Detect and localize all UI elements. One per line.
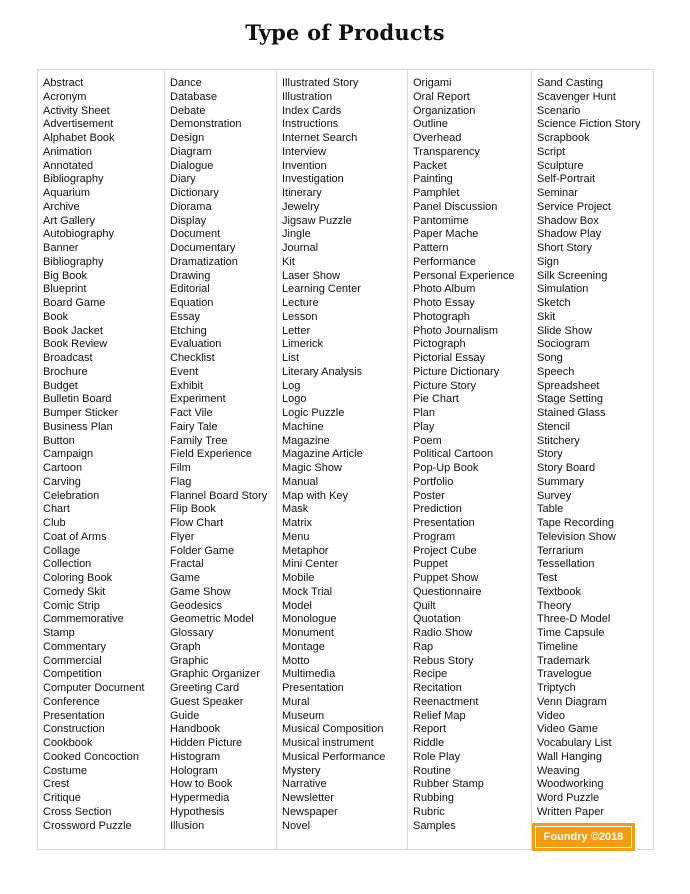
product-item: Flannel Board Story	[170, 489, 268, 502]
product-item: Dance	[170, 77, 202, 89]
product-item: Log	[282, 379, 301, 392]
product-item: Collection	[43, 558, 92, 571]
product-item: Celebration	[43, 489, 100, 502]
product-item: Recitation	[413, 682, 462, 694]
product-item: Pattern	[413, 242, 449, 254]
product-item: Sculpture	[537, 159, 584, 172]
product-item: Hologram	[170, 764, 218, 777]
product-item: Bulletin Board	[43, 393, 112, 406]
product-item: Tape Recording	[537, 517, 615, 529]
product-item: Musical Performance	[282, 750, 386, 763]
product-item: Newsletter	[282, 792, 334, 804]
product-item: Chart	[43, 503, 70, 516]
product-item: Greeting Card	[170, 682, 240, 694]
products-table	[37, 69, 654, 850]
products-column-5	[532, 70, 653, 849]
product-item: Lesson	[282, 310, 318, 323]
product-item: Comic Strip	[43, 599, 100, 612]
product-item: Illusion	[170, 819, 205, 832]
product-item: Portfolio	[413, 475, 454, 488]
product-item: Trademark	[537, 654, 590, 667]
product-item: Commemorative	[43, 613, 124, 626]
product-item: Shadow Play	[537, 228, 602, 241]
product-item: Pie Chart	[413, 393, 459, 406]
product-item: Board Game	[43, 297, 106, 309]
product-item: Campaign	[43, 448, 94, 461]
product-item: Sign	[537, 255, 560, 268]
product-item: Acronym	[43, 90, 87, 103]
product-item: Graph	[170, 640, 201, 653]
product-item: Video Game	[537, 723, 598, 736]
product-item: Origami	[413, 77, 452, 89]
product-item: Aquarium	[43, 187, 91, 199]
product-item: Three-D Model	[537, 613, 611, 626]
product-item: Role Play	[413, 750, 461, 763]
product-item: Story Board	[537, 462, 596, 474]
product-item: List	[282, 352, 300, 364]
product-item: Crest	[43, 778, 70, 791]
product-item: Pictograph	[413, 338, 466, 351]
product-item: Prediction	[413, 503, 462, 516]
product-item: Commercial	[43, 654, 102, 667]
product-item: Novel	[282, 819, 311, 832]
product-item: Equation	[170, 297, 214, 309]
product-item: Rebus Story	[413, 654, 474, 667]
product-item: Rubber Stamp	[413, 778, 484, 791]
product-item: Literary Analysis	[282, 365, 363, 378]
product-item: Costume	[43, 764, 88, 777]
product-item: Transparency	[413, 145, 480, 158]
product-item: Machine	[282, 420, 324, 433]
product-item: Mock Trial	[282, 585, 333, 598]
product-item: Travelogue	[537, 668, 592, 681]
product-item: Display	[170, 214, 207, 227]
product-item: Investigation	[282, 173, 344, 186]
product-item: Poem	[413, 434, 442, 447]
product-item: Broadcast	[43, 352, 93, 364]
product-item: Photo Journalism	[413, 324, 498, 337]
product-item: Quilt	[413, 599, 436, 612]
product-item: Photo Essay	[413, 297, 475, 309]
product-item: Big Book	[43, 269, 88, 282]
product-item: Stamp	[43, 627, 75, 639]
product-item: Play	[413, 420, 435, 433]
product-item: Magazine Article	[282, 448, 363, 461]
product-item: Carving	[43, 475, 81, 488]
product-item: Design	[170, 132, 205, 144]
product-item: Invention	[282, 159, 327, 172]
product-item: Video	[537, 709, 565, 722]
product-item: Mask	[282, 503, 309, 516]
product-item: Logic Puzzle	[282, 407, 345, 419]
product-item: Learning Center	[282, 283, 361, 296]
product-item: Samples	[413, 819, 456, 832]
product-item: Essay	[170, 310, 200, 323]
product-item: Paper Mache	[413, 228, 479, 241]
product-item: Bumper Sticker	[43, 407, 119, 419]
product-item: Questionnaire	[413, 585, 482, 598]
product-item: Competition	[43, 668, 102, 681]
product-item: Wall Hanging	[537, 750, 603, 763]
product-item: Flyer	[170, 530, 195, 543]
product-item: Performance	[413, 255, 476, 268]
product-item: Outline	[413, 118, 448, 131]
product-item: Mystery	[282, 764, 321, 777]
product-item: Musical instrument	[282, 737, 374, 749]
product-item: Quotation	[413, 613, 461, 626]
product-item: Film	[170, 462, 191, 474]
product-item: Glossary	[170, 627, 214, 639]
product-item: Journal	[282, 242, 319, 254]
product-item: Presentation	[43, 709, 105, 722]
product-item: Organization	[413, 104, 476, 117]
product-item: Jewelry	[282, 200, 320, 213]
product-item: Venn Diagram	[537, 695, 607, 708]
product-item: Instructions	[282, 118, 339, 131]
product-item: How to Book	[170, 778, 233, 791]
product-item: Scavenger Hunt	[537, 90, 616, 103]
product-item: Evaluation	[170, 338, 222, 351]
products-column-3	[277, 70, 408, 849]
product-item: Game Show	[170, 585, 231, 598]
product-item: Annotated	[43, 159, 94, 172]
product-item: Coat of Arms	[43, 530, 107, 543]
product-item: Seminar	[537, 187, 578, 199]
product-item: Woodworking	[537, 778, 604, 791]
product-item: Database	[170, 90, 218, 103]
product-item: Stencil	[537, 420, 571, 433]
product-item: Textbook	[537, 585, 582, 598]
product-item: Interview	[282, 145, 327, 158]
product-item: Song	[537, 352, 563, 364]
product-item: Narrative	[282, 778, 327, 791]
column-5-items	[537, 77, 653, 820]
product-item: Blueprint	[43, 283, 87, 296]
product-item: Picture Story	[413, 379, 476, 392]
product-item: Advertisement	[43, 118, 114, 131]
product-item: Photo Album	[413, 283, 476, 296]
product-item: Handbook	[170, 723, 221, 736]
product-item: Political Cartoon	[413, 448, 494, 461]
product-item: Report	[413, 723, 447, 736]
product-item: Montage	[282, 640, 325, 653]
product-item: Documentary	[170, 242, 236, 254]
product-item: Logo	[282, 393, 307, 406]
product-item: Scrapbook	[537, 132, 590, 144]
product-item: Editorial	[170, 283, 210, 296]
product-item: Crossword Puzzle	[43, 819, 132, 832]
product-item: Hypermedia	[170, 792, 230, 804]
page-title: Type of Products	[245, 20, 445, 45]
product-item: Guide	[170, 709, 200, 722]
product-item: Family Tree	[170, 434, 228, 447]
product-item: Word Puzzle	[537, 792, 600, 804]
product-item: Tessellation	[537, 558, 595, 571]
product-item: Packet	[413, 159, 447, 172]
product-item: Bibliography	[43, 173, 104, 186]
product-item: Geometric Model	[170, 613, 254, 626]
product-item: Painting	[413, 173, 453, 186]
product-item: Motto	[282, 654, 310, 667]
product-item: Hypothesis	[170, 805, 225, 818]
product-item: Diary	[170, 173, 196, 186]
product-item: Presentation	[282, 682, 344, 694]
product-item: Monologue	[282, 613, 337, 626]
product-item: Model	[282, 599, 312, 612]
product-item: Skit	[537, 310, 556, 323]
product-item: Television Show	[537, 530, 616, 543]
foundry-badge-label: Foundry ©2018	[535, 826, 632, 848]
product-item: Business Plan	[43, 420, 113, 433]
product-item: Brochure	[43, 365, 88, 378]
product-item: Banner	[43, 242, 79, 254]
product-item: Button	[43, 434, 75, 447]
product-item: Pantomime	[413, 214, 469, 227]
product-item: Silk Screening	[537, 269, 608, 282]
product-item: Debate	[170, 104, 206, 117]
product-item: Dialogue	[170, 159, 214, 172]
product-item: Table	[537, 503, 564, 516]
product-item: Illustrated Story	[282, 77, 359, 89]
product-item: Stitchery	[537, 434, 580, 447]
product-item: Guest Speaker	[170, 695, 244, 708]
product-item: Panel Discussion	[413, 200, 498, 213]
product-item: Matrix	[282, 517, 312, 529]
product-item: Pop-Up Book	[413, 462, 479, 474]
product-item: Radio Show	[413, 627, 473, 639]
product-item: Time Capsule	[537, 627, 605, 639]
product-item: Scenario	[537, 104, 581, 117]
product-item: Diagram	[170, 145, 212, 158]
product-item: Art Gallery	[43, 214, 95, 227]
product-item: Commentary	[43, 640, 106, 653]
product-item: Map with Key	[282, 489, 349, 502]
product-item: Folder Game	[170, 544, 235, 557]
product-item: Theory	[537, 599, 572, 612]
product-item: Cartoon	[43, 462, 83, 474]
product-item: Collage	[43, 544, 81, 557]
product-item: Reenactment	[413, 695, 479, 708]
product-item: Autobiography	[43, 228, 114, 241]
product-item: Written Paper	[537, 805, 605, 818]
product-item: Graphic Organizer	[170, 668, 260, 681]
product-item: Monument	[282, 627, 334, 639]
product-item: Presentation	[413, 517, 475, 529]
product-item: Terrarium	[537, 544, 584, 557]
product-item: Checklist	[170, 352, 215, 364]
product-item: Triptych	[537, 682, 576, 694]
product-item: Story	[537, 448, 563, 461]
product-item: Histogram	[170, 750, 221, 763]
product-item: Riddle	[413, 737, 445, 749]
product-item: Survey	[537, 489, 572, 502]
product-item: Archive	[43, 200, 80, 213]
product-item: Pamphlet	[413, 187, 460, 199]
product-item: Timeline	[537, 640, 579, 653]
product-item: Flow Chart	[170, 517, 224, 529]
product-item: Vocabulary List	[537, 737, 612, 749]
product-item: Letter	[282, 324, 311, 337]
product-item: Rap	[413, 640, 434, 653]
product-item: Conference	[43, 695, 100, 708]
product-item: Critique	[43, 792, 81, 804]
product-item: Shadow Box	[537, 214, 599, 227]
product-item: Plan	[413, 407, 436, 419]
product-item: Sketch	[537, 297, 571, 309]
product-item: Drawing	[170, 269, 211, 282]
product-item: Fractal	[170, 558, 204, 571]
product-item: Dramatization	[170, 255, 238, 268]
product-item: Cooked Concoction	[43, 750, 140, 763]
product-item: Illustration	[282, 90, 333, 103]
product-item: Field Experience	[170, 448, 252, 461]
product-item: Itinerary	[282, 187, 322, 199]
product-item: Book Review	[43, 338, 108, 351]
product-item: Comedy Skit	[43, 585, 106, 598]
product-item: Self-Portrait	[537, 173, 596, 186]
product-item: Fairy Tale	[170, 420, 218, 433]
product-item: Relief Map	[413, 709, 466, 722]
product-item: Stage Setting	[537, 393, 604, 406]
product-item: Photograph	[413, 310, 470, 323]
product-item: Manual	[282, 475, 319, 488]
product-item: Puppet Show	[413, 572, 479, 584]
product-item: Musical Composition	[282, 723, 384, 736]
product-item: Newspaper	[282, 805, 338, 818]
product-item: Game	[170, 572, 200, 584]
product-item: Oral Report	[413, 90, 470, 103]
product-item: Mural	[282, 695, 310, 708]
product-item: Stained Glass	[537, 407, 606, 419]
product-item: Mini Center	[282, 558, 339, 571]
product-item: Cross Section	[43, 805, 112, 818]
product-item: Flag	[170, 475, 192, 488]
products-column-2	[165, 70, 277, 849]
product-item: Script	[537, 145, 566, 158]
product-item: Metaphor	[282, 544, 329, 557]
products-column-1	[38, 70, 165, 849]
product-item: Lecture	[282, 297, 319, 309]
product-item: Club	[43, 517, 66, 529]
product-item: Coloring Book	[43, 572, 113, 584]
product-item: Overhead	[413, 132, 462, 144]
foundry-badge	[532, 823, 635, 851]
product-item: Magazine	[282, 434, 330, 447]
product-item: Flip Book	[170, 503, 216, 516]
product-item: Book	[43, 310, 69, 323]
product-item: Event	[170, 365, 199, 378]
product-item: Project Cube	[413, 544, 477, 557]
product-item: Graphic	[170, 654, 209, 667]
product-item: Animation	[43, 145, 92, 158]
product-item: Bibliography	[43, 255, 104, 268]
product-item: Alphabet Book	[43, 132, 115, 144]
product-item: Exhibit	[170, 379, 204, 392]
product-item: Spreadsheet	[537, 379, 600, 392]
product-item: Weaving	[537, 764, 580, 777]
product-item: Etching	[170, 324, 207, 337]
product-item: Hidden Picture	[170, 737, 243, 749]
product-item: Geodesics	[170, 599, 222, 612]
product-item: Museum	[282, 709, 325, 722]
product-item: Limerick	[282, 338, 323, 351]
product-item: Science Fiction Story	[537, 118, 641, 131]
product-item: Sand Casting	[537, 77, 604, 89]
product-item: Simulation	[537, 283, 589, 296]
product-item: Rubbing	[413, 792, 454, 804]
product-item: Magic Show	[282, 462, 342, 474]
product-item: Activity Sheet	[43, 104, 110, 117]
product-item: Cookbook	[43, 737, 93, 749]
product-item: Internet Search	[282, 132, 358, 144]
product-item: Dictionary	[170, 187, 219, 199]
product-item: Index Cards	[282, 104, 342, 117]
product-item: Computer Document	[43, 682, 145, 694]
product-item: Demonstration	[170, 118, 242, 131]
product-item: Service Project	[537, 200, 611, 213]
product-item: Program	[413, 530, 456, 543]
product-item: Puppet	[413, 558, 448, 571]
products-column-4	[408, 70, 532, 849]
product-item: Budget	[43, 379, 78, 392]
product-item: Poster	[413, 489, 445, 502]
product-item: Personal Experience	[413, 269, 515, 282]
product-item: Picture Dictionary	[413, 365, 500, 378]
product-item: Multimedia	[282, 668, 336, 681]
product-item: Summary	[537, 475, 585, 488]
product-item: Document	[170, 228, 221, 241]
product-item: Menu	[282, 530, 310, 543]
product-item: Experiment	[170, 393, 226, 406]
product-item: Pictorial Essay	[413, 352, 486, 364]
product-item: Jingle	[282, 228, 311, 241]
product-item: Fact Vile	[170, 407, 213, 419]
product-item: Kit	[282, 255, 295, 268]
product-item: Test	[537, 572, 558, 584]
product-item: Slide Show	[537, 324, 593, 337]
product-item: Laser Show	[282, 269, 341, 282]
product-item: Routine	[413, 764, 451, 777]
product-item: Speech	[537, 365, 575, 378]
product-item: Recipe	[413, 668, 448, 681]
product-item: Abstract	[43, 77, 84, 89]
product-item: Book Jacket	[43, 324, 103, 337]
product-item: Short Story	[537, 242, 593, 254]
product-item: Construction	[43, 723, 105, 736]
product-item: Diorama	[170, 200, 212, 213]
product-item: Rubric	[413, 805, 445, 818]
product-item: Jigsaw Puzzle	[282, 214, 352, 227]
product-item: Sociogram	[537, 338, 590, 351]
product-item: Mobile	[282, 572, 315, 584]
